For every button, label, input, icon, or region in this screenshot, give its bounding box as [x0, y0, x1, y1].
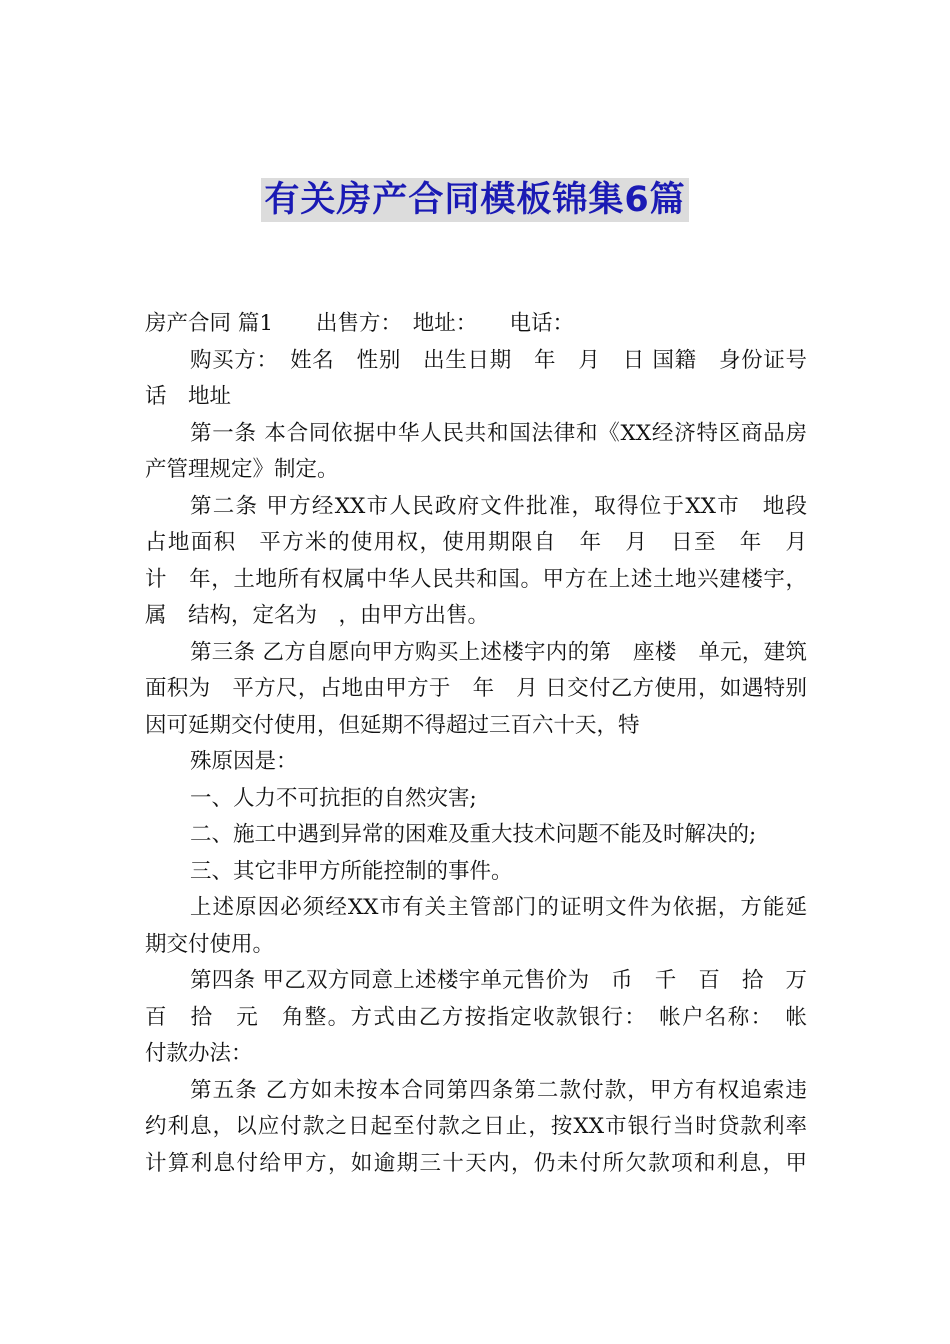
- paragraph-line: 占地面积 平方米的使用权，使用期限自 年 月 日至 年 月: [145, 530, 807, 555]
- paragraph-line: 第三条 乙方自愿向甲方购买上述楼宇内的第 座楼 单元，建筑: [190, 639, 807, 665]
- paragraph-line: 计算利息付给甲方，如逾期三十天内，仍未付所欠款项和利息，甲: [145, 1150, 807, 1176]
- document-title: 有关房产合同模板锦集6篇: [261, 178, 688, 222]
- paragraph-line: 产管理规定》制定。: [145, 457, 339, 482]
- paragraph-line: 话 地址: [145, 384, 232, 409]
- paragraph-line: 第五条 乙方如未按本合同第四条第二款付款，甲方有权追索违: [190, 1077, 807, 1103]
- paragraph-line: 面积为 平方尺，占地由甲方于 年 月 日交付乙方使用，如遇特别: [145, 676, 807, 701]
- document-body: [145, 306, 807, 1182]
- paragraph-line: 第四条 甲乙双方同意上述楼宇单元售价为 币 千 百 拾 万: [190, 968, 807, 993]
- paragraph-line: 第一条 本合同依据中华人民共和国法律和《XX经济特区商品房: [190, 420, 807, 446]
- paragraph-line: 计 年，土地所有权属中华人民共和国。甲方在上述土地兴建楼宇，: [145, 566, 807, 592]
- list-item: 三、其它非甲方所能控制的事件。: [190, 858, 513, 884]
- section-heading-line: 房产合同 篇1 出售方： 地址： 电话：: [145, 311, 575, 336]
- title-block: [0, 178, 950, 222]
- paragraph-line: 购买方： 姓名 性别 出生日期 年 月 日 国籍 身份证号: [190, 347, 807, 373]
- paragraph-line: 因可延期交付使用，但延期不得超过三百六十天，特: [145, 712, 640, 738]
- paragraph-line: 约利息，以应付款之日起至付款之日止，按XX市银行当时贷款利率: [145, 1114, 807, 1139]
- list-item: 一、人力不可抗拒的自然灾害;: [190, 785, 477, 811]
- paragraph-line: 上述原因必须经XX市有关主管部门的证明文件为依据，方能延: [190, 895, 807, 920]
- paragraph-line: 付款办法：: [145, 1041, 253, 1066]
- paragraph-line: 期交付使用。: [145, 931, 275, 957]
- paragraph-line: 属 结构，定名为 ，由甲方出售。: [145, 603, 490, 628]
- paragraph-line: 第二条 甲方经XX市人民政府文件批准，取得位于XX市 地段: [190, 493, 807, 519]
- paragraph-line: 百 拾 元 角整。方式由乙方按指定收款银行： 帐户名称： 帐: [145, 1004, 807, 1030]
- paragraph-line: 殊原因是：: [190, 749, 298, 774]
- list-item: 二、施工中遇到异常的困难及重大技术问题不能及时解决的;: [190, 822, 757, 847]
